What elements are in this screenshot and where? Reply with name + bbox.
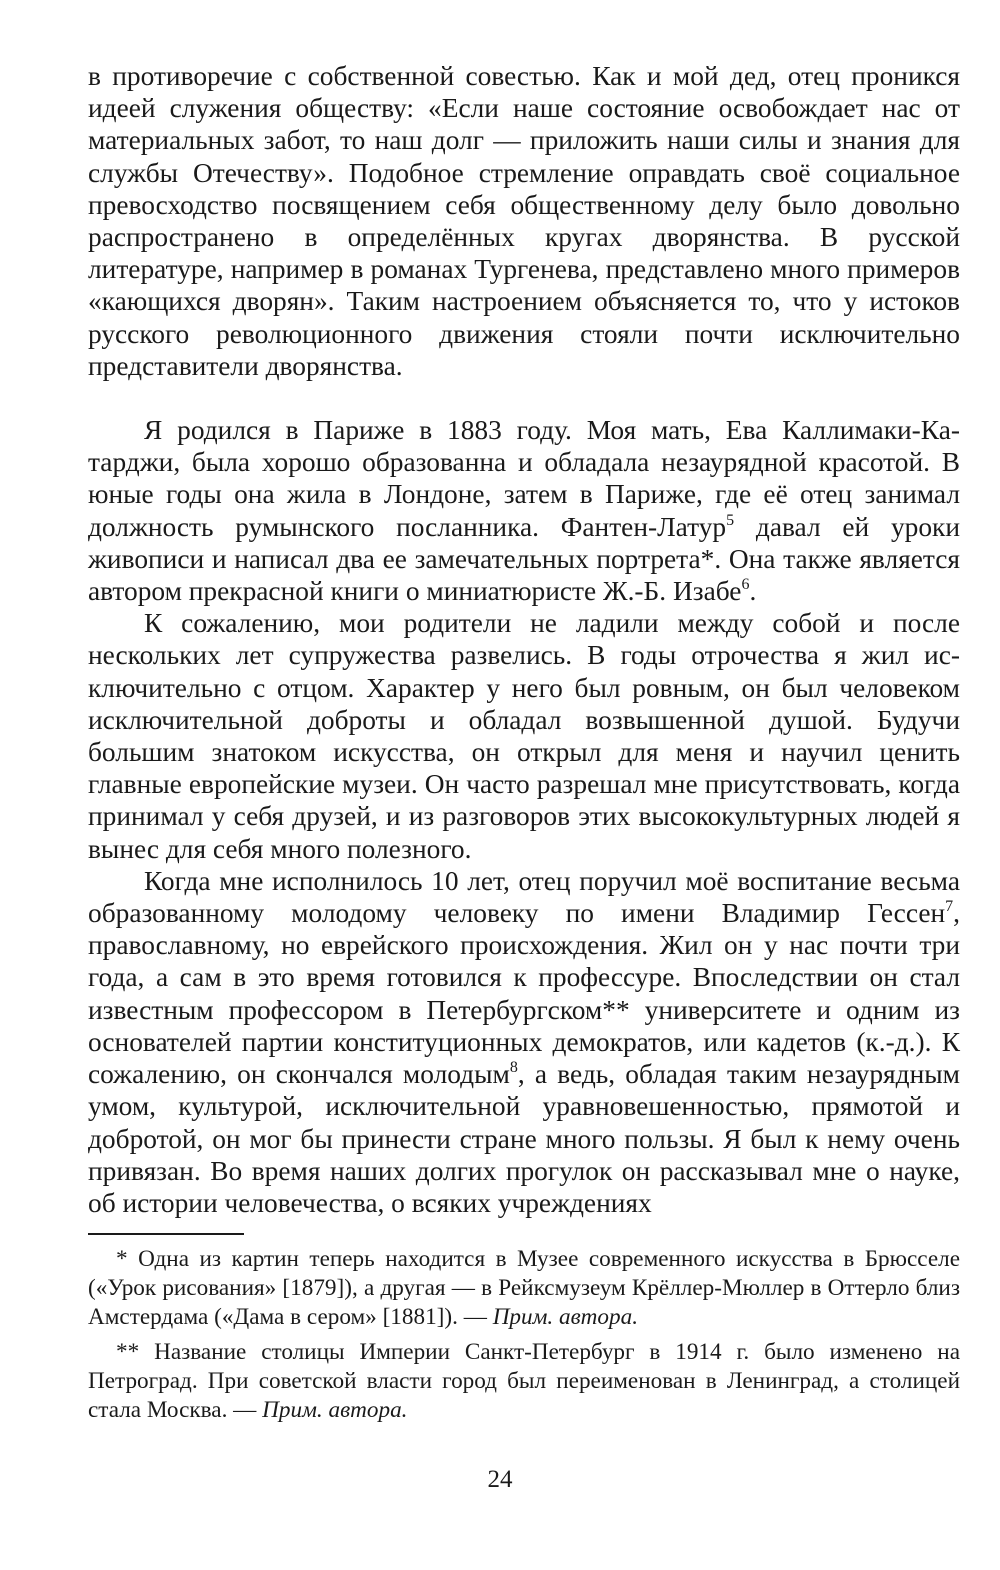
footnote-ref-8: 8 [509,1058,518,1076]
paragraph-2-text-a: Я родился в Париже в 1883 году. Моя мать, Ева Каллимаки-Катарджи, была хорошо образованна и обладала незаурядной красотой. В юные годы она жила в Лондоне, затем в Париже, где её отец занимал должность румынского посланника. Фантен-Латур [88,415,960,542]
footnote-divider [88,1233,244,1235]
paragraph-2-text-c: . [749,576,757,607]
footnote-2-text: ** Название столицы Империи Санкт-Петербург в 1914 г. было изменено на Петроград. При советской власти город был переименован в Ленинград, а столицей стала Москва. — [88,1339,960,1424]
paragraph-4-text-b: , православному, но еврейского происхождения. Жил он у нас почти три года, а сам в это время готовился к профессуре. Впоследствии он стал известным профессором в Петербургском** университете и одним из основателей партии конституционных демократов, или кадетов (к.-д.). К сожалению, он скончался молодым [88,898,960,1090]
paragraph-4-text-c: , а ведь, обладая таким незаурядным умом, культурой, исключительной уравновешенностью, прямотой и добротой, он мог бы принести стране много пользы. Я был к нему очень привязан. Во время наших долгих прогулок он рассказывал мне о науке, об истории человечества, о всяких учреждениях [88,1059,960,1218]
paragraph-4 [88,865,960,1219]
paragraph-4-text-a: Когда мне исполнилось 10 лет, отец поручил моё воспитание весьма образованному молодому человеку по имени Владимир Гессен [88,865,960,929]
footnote-2-note: Прим. автора. [262,1397,408,1424]
footnote-ref-6: 6 [741,575,750,593]
page-number: 24 [487,1466,513,1493]
paragraph-2 [88,414,960,607]
footnote-1-text: * Одна из картин теперь находится в Музее современного искусства в Брюсселе («Урок рисования» [1879]), а другая — в Рейксмузеум Крёллер-Мюллер в Оттерло близ Амстердама («Дама в сером» [1881]). — [88,1246,960,1331]
footnote-ref-7: 7 [945,897,954,915]
footnote-2 [88,1338,960,1425]
page-body [88,60,960,1425]
footnote-1 [88,1245,960,1332]
footnote-ref-5: 5 [726,511,735,529]
paragraph-2-text-b: давал ей уроки живописи и написал два ее замечательных портрета*. Она также является автором прекрасной книги о миниатюристе Ж.-Б. Изабе [88,511,960,607]
paragraph-1: в противоречие с собственной совестью. Как и мой дед, отец проникся идеей служения обществу: «Если наше состояние освобождает нас от материальных забот, то наш долг — приложить наши силы и знания для службы Отечеству». Подобное стремление оправдать своё социальное превосходство посвящением себя общественному делу было довольно распространено в определённых кругах дворянства. В русской литературе, например в романах Тургенева, представлено много примеров «кающихся дворян». Таким настроением объясняется то, что у истоков русского революционного движения стояли почти исключительно представители дворянства. [88,61,960,381]
paragraph-3: К сожалению, мои родители не ладили между собой и после нескольких лет супружества развелись. В годы отрочества я жил исключительно с отцом. Характер у него был ровным, он был человеком исключительной доброты и обладал возвышенной душой. Будучи большим знатоком искусства, он открыл для меня и научил ценить главные европейские музеи. Он часто разрешал мне присутствовать, когда принимал у себя друзей, и из разговоров этих высококультурных людей я вынес для себя много полезного. [88,608,960,864]
footnote-1-note: Прим. автора. [492,1304,638,1331]
